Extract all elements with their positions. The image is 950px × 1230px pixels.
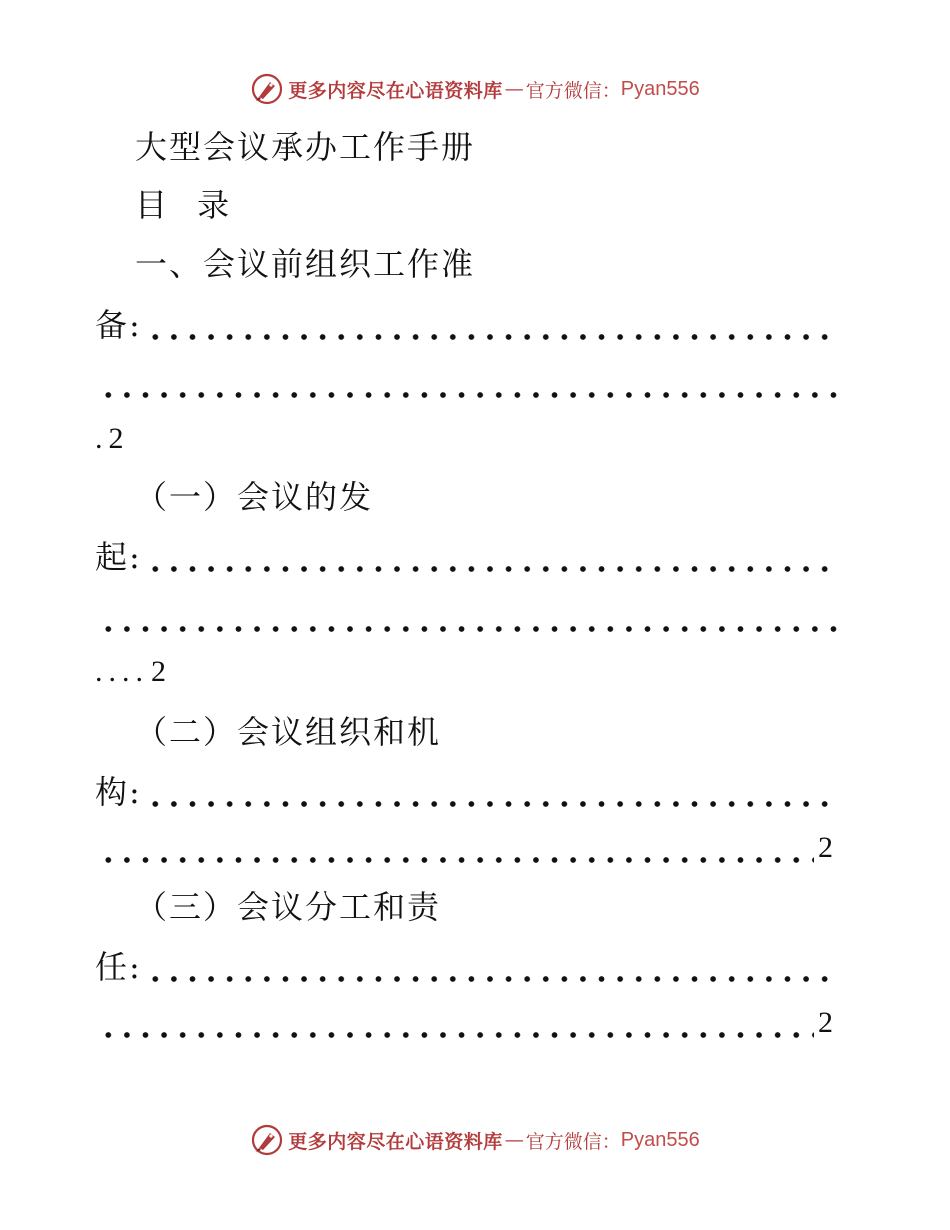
toc-entry-2-tail-prefix: ....: [95, 655, 149, 688]
toc-entry-1-leader-2: [95, 354, 840, 412]
banner-wechat-id: Pyan556: [620, 77, 700, 100]
toc-entry-1-title: 一、会议前组织工作准: [135, 245, 476, 283]
dot-leader: [95, 994, 814, 1052]
banner-text: 更多内容尽在心语资料库: [288, 79, 503, 102]
banner-wechat-id: Pyan556: [620, 1128, 700, 1151]
dot-leader: [142, 763, 840, 821]
footer-banner: [0, 1120, 950, 1160]
dot-leader: [142, 528, 840, 586]
toc-entry-4-leader-2: [95, 994, 833, 1052]
dot-leader: [142, 296, 840, 354]
toc-entry-1-head: 备:: [95, 306, 142, 344]
banner-text: 更多内容尽在心语资料库: [288, 1130, 503, 1153]
toc-entry-3-page: 2: [818, 831, 833, 864]
document-title: 大型会议承办工作手册: [135, 128, 476, 166]
toc-entry-2-leader-2: [95, 588, 840, 646]
toc-entry-1-leader: [95, 296, 840, 354]
dot-leader: [95, 354, 840, 412]
toc-entry-2-head: 起:: [95, 538, 142, 576]
dot-leader: [142, 938, 840, 996]
dot-leader: [95, 819, 814, 877]
toc-entry-2-leader: [95, 528, 840, 586]
banner-dash: —: [504, 78, 524, 100]
toc-entry-3-leader-2: [95, 819, 833, 877]
toc-entry-2-title: （一）会议的发: [135, 478, 374, 516]
toc-entry-4-page: 2: [818, 1006, 833, 1039]
toc-entry-1-page-row: [95, 410, 124, 468]
banner-dash: —: [504, 1129, 524, 1151]
dot-leader: [95, 588, 840, 646]
pen-nib-logo-icon: [250, 72, 284, 106]
toc-entry-4-head: 任:: [95, 948, 142, 986]
header-banner: [0, 69, 950, 109]
toc-entry-3-title: （二）会议组织和机: [135, 713, 442, 751]
toc-entry-1-page: 2: [108, 422, 124, 455]
banner-wechat-label: 官方微信：: [525, 79, 621, 102]
toc-entry-3-leader: [95, 763, 840, 821]
toc-entry-4-leader: [95, 938, 840, 996]
toc-entry-2-page-row: [95, 643, 166, 701]
banner-wechat-label: 官方微信：: [525, 1130, 621, 1153]
toc-entry-1-tail-prefix: .: [95, 422, 103, 455]
toc-entry-2-page: 2: [151, 655, 166, 688]
pen-nib-logo-icon: [250, 1123, 284, 1157]
toc-entry-3-head: 构:: [95, 773, 142, 811]
toc-entry-4-title: （三）会议分工和责: [135, 888, 442, 926]
toc-heading: 目 录: [135, 186, 240, 224]
